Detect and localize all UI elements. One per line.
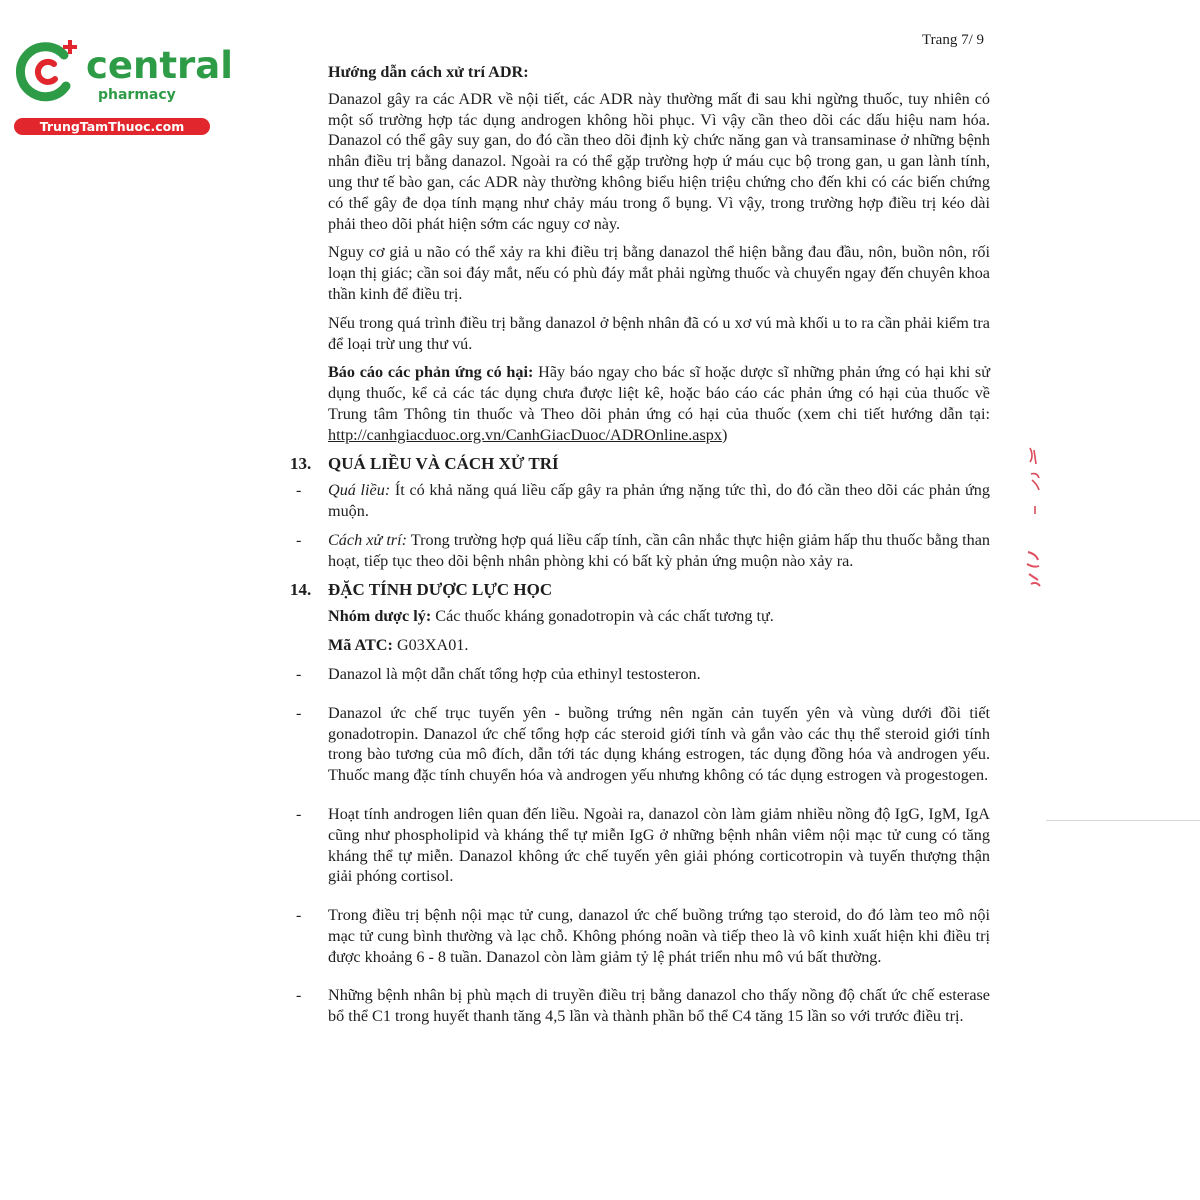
page-fold-line (1046, 820, 1200, 821)
list-item-text: Những bệnh nhân bị phù mạch di truyền điều trị bằng danazol cho thấy nồng độ chất ức chế esterase bổ thể C1 trong huyết thanh tăng 4,5 lần và thành phần bổ thể C4 tăng 15 lần so với trước điều trị. (328, 986, 990, 1026)
list-item (290, 905, 990, 967)
list-item-text: Danazol ức chế trục tuyến yên - buồng trứng nên ngăn cản tuyến yên và vùng dưới đồi tiết gonadotropin. Danazol ức chế tổng hợp các steroid giới tính và gắn vào các thụ thể steroid giới tính trong bào tương của mô đích, dẫn tới tác dụng kháng estrogen, tác dụng đồng hóa và androgen yếu. Thuốc mang đặc tính chuyển hóa và androgen yếu nhưng không có tác dụng estrogen và progestogen. (328, 703, 990, 785)
list-dash: - (296, 703, 302, 722)
list-item-text: Hoạt tính androgen liên quan đến liều. Ngoài ra, danazol còn làm giảm nhiều nồng độ IgG, IgM, IgA cũng như phospholipid và kháng thể tự miễn IgG ở những bệnh nhân viêm nội mạc tử cung có tăng kháng thể tự miễn. Danazol không ức chế tuyến yên giải phóng corticotropin và tuyến thượng thận giải phóng cortisol. (328, 804, 990, 886)
overdose-text: Ít có khả năng quá liều cấp gây ra phản ứng nặng tức thì, do đó cần theo dõi các phản ứng muộn. (328, 481, 990, 521)
atc-label: Mã ATC: (328, 636, 393, 655)
pharmacy-c-cross-icon (12, 36, 82, 106)
list-dash: - (296, 986, 302, 1005)
pharmacologic-group (328, 606, 990, 627)
page-number: Trang 7/ 9 (922, 32, 984, 48)
overdose-label: Quá liều: (328, 481, 391, 500)
logo-wordmark: central (86, 44, 233, 87)
central-pharmacy-logo (12, 36, 233, 136)
treatment-text: Trong trường hợp quá liều cấp tính, cần cân nhắc thực hiện giảm hấp thu thuốc bằng than hoạt, tiếp tục theo dõi bệnh nhân phòng khi có bất kỳ phản ứng muộn nào xảy ra. (328, 530, 990, 570)
list-item (290, 804, 990, 887)
adr-heading: Hướng dẫn cách xử trí ADR: (328, 63, 529, 81)
adr-paragraph-3: Nếu trong quá trình điều trị bằng danazol ở bệnh nhân đã có u xơ vú mà khối u to ra cần phải kiểm tra để loại trừ ung thư vú. (328, 313, 990, 353)
list-item-text (328, 530, 990, 572)
list-item-text (328, 480, 990, 522)
group-text: Các thuốc kháng gonadotropin và các chất tương tự. (431, 607, 774, 626)
red-stamp-fragment (1022, 440, 1048, 600)
list-dash: - (296, 481, 302, 500)
report-end: ) (721, 425, 728, 444)
list-item (290, 480, 990, 522)
report-label: Báo cáo các phản ứng có hại: (328, 363, 534, 382)
list-item (290, 664, 990, 685)
logo-site-banner: TrungTamThuoc.com (14, 118, 210, 135)
list-dash: - (296, 664, 302, 683)
document-body (290, 62, 990, 1035)
report-text: Hãy báo ngay cho bác sĩ hoặc dược sĩ những phản ứng có hại khi sử dụng thuốc, kể cả các tác dụng chưa được liệt kê, hoặc báo cáo các phản ứng có hại của thuốc về Trung tâm Thông tin thuốc và Theo dõi phản ứng có hại của thuốc (xem chi tiết hướng dẫn tại: (328, 363, 990, 423)
section-14-title (290, 580, 990, 601)
adr-paragraph-1: Danazol gây ra các ADR về nội tiết, các ADR này thường mất đi sau khi ngừng thuốc, tuy nhiên có một số trường hợp tác dụng androgen không hồi phục. Vì vậy cần theo dõi các dấu hiệu nam hóa. Danazol có thể gây suy gan, do đó cần theo dõi định kỳ chức năng gan và transaminase ở những bệnh nhân điều trị bằng danazol. Ngoài ra có thể gặp trường hợp ứ máu cục bộ trong gan, u gan lành tính, ung thư tế bào gan, các ADR này thường không biểu hiện triệu chứng cho đến khi có các biến chứng có thể gây đe dọa tính mạng như chảy máu trong ổ bụng. Vì vậy, trong trường hợp điều trị kéo dài phải theo dõi phát hiện sớm các nguy cơ này. (328, 89, 990, 233)
treatment-label: Cách xử trí: (328, 530, 407, 549)
list-item (290, 530, 990, 572)
section-14-number: 14. (290, 579, 312, 599)
list-item (290, 703, 990, 786)
list-item-text: Trong điều trị bệnh nội mạc tử cung, danazol ức chế buồng trứng tạo steroid, do đó làm teo mô nội mạc tử cung bình thường và lạc chỗ. Không phóng noãn và tiếp theo là vô kinh xuất hiện khi điều trị được khoảng 6 - 8 tuần. Danazol còn làm giảm tỷ lệ phát triển nhu mô vú bất thường. (328, 906, 990, 966)
adr-online-link[interactable]: http://canhgiacduoc.org.vn/CanhGiacDuoc/ADROnline.aspx (328, 425, 722, 444)
section-13-heading: QUÁ LIỀU VÀ CÁCH XỬ TRÍ (328, 453, 559, 473)
atc-text: G03XA01. (392, 636, 469, 655)
section-14-heading: ĐẶC TÍNH DƯỢC LỰC HỌC (328, 579, 553, 599)
list-dash: - (296, 804, 302, 823)
list-dash: - (296, 530, 302, 549)
list-item-text: Danazol là một dẫn chất tổng hợp của ethinyl testosteron. (328, 664, 701, 683)
atc-code (328, 635, 990, 656)
section-13-title (290, 454, 990, 475)
list-dash: - (296, 906, 302, 925)
logo-subtitle: pharmacy (98, 87, 176, 103)
adr-paragraph-2: Nguy cơ giả u não có thể xảy ra khi điều trị bằng danazol thể hiện bằng đau đầu, nôn, buồn nôn, rối loạn thị giác; cần soi đáy mắt, nếu có phù đáy mắt phải ngừng thuốc và chuyển ngay đến chuyên khoa thần kinh để điều trị. (328, 243, 990, 303)
adr-report-paragraph (328, 362, 990, 445)
list-item (290, 985, 990, 1027)
group-label: Nhóm dược lý: (328, 607, 432, 626)
section-13-number: 13. (290, 453, 312, 473)
